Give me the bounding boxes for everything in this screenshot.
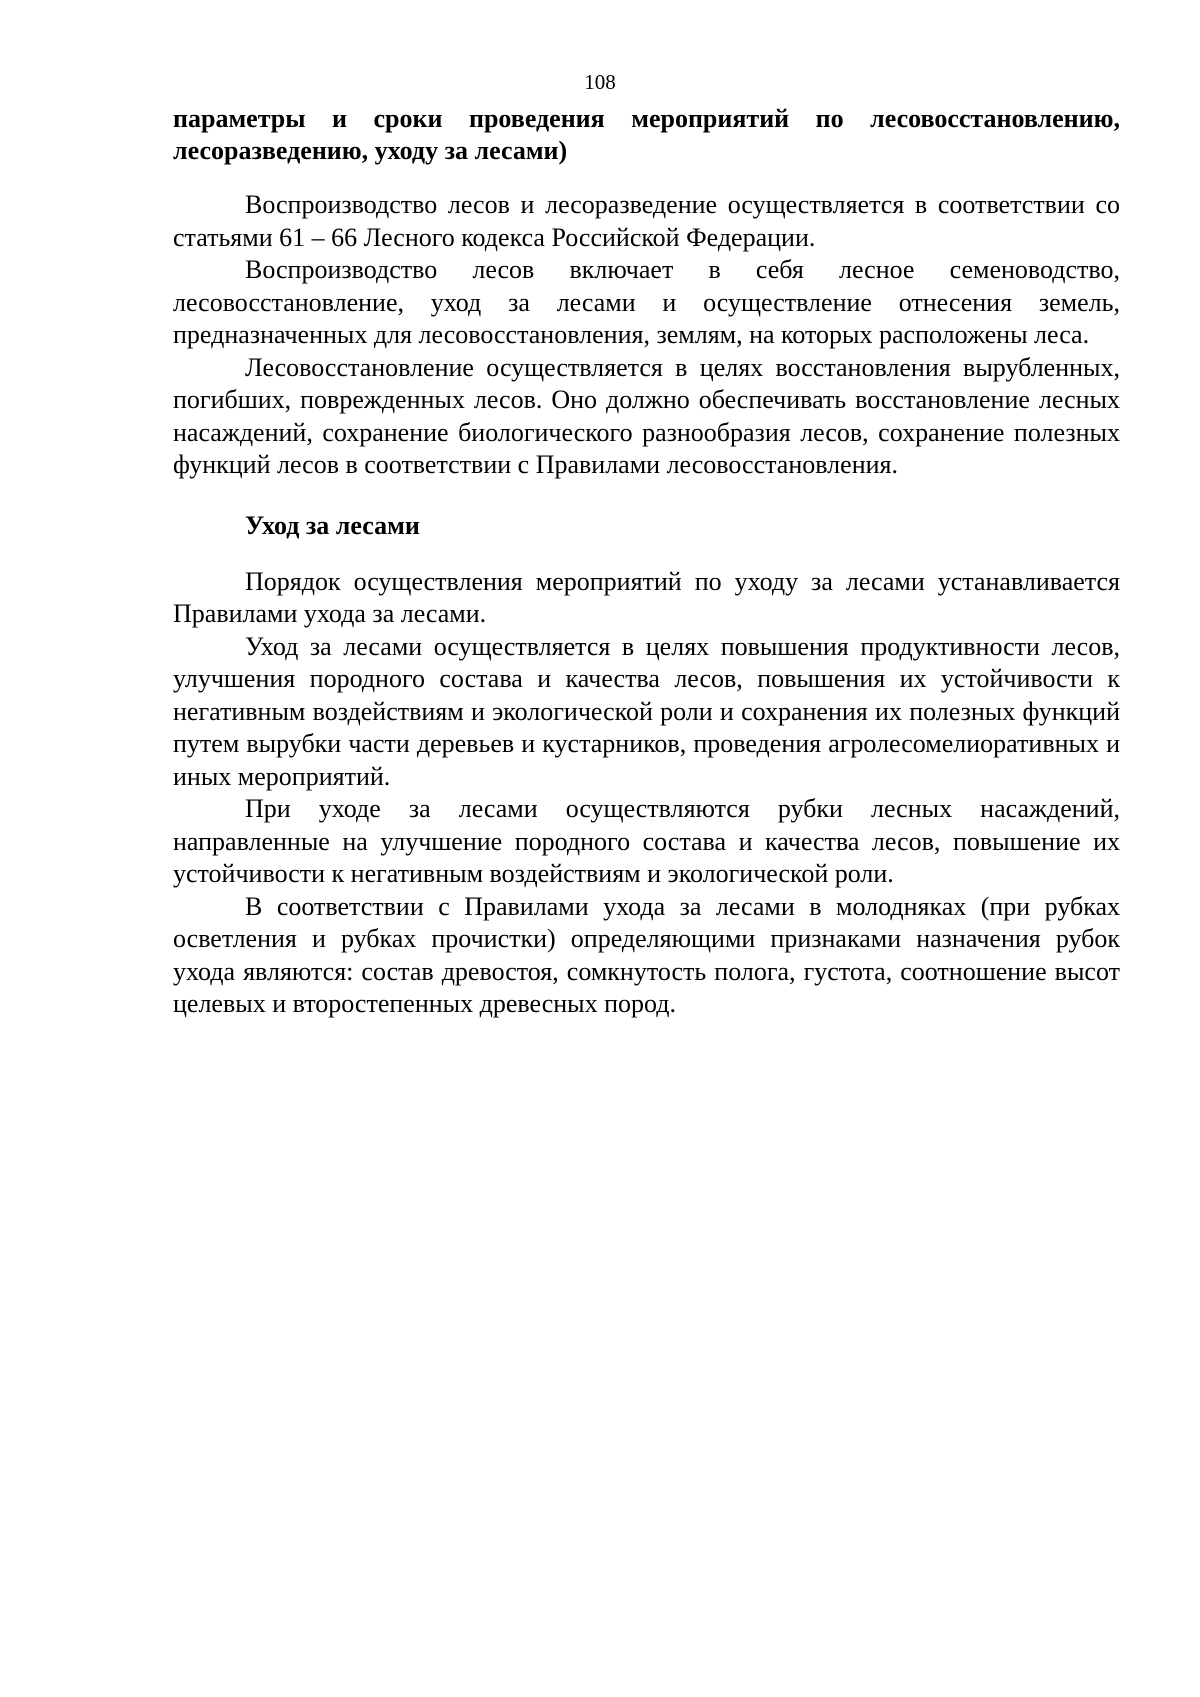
paragraph: Порядок осуществления мероприятий по уходу за лесами устанавливается Правилами ухода за лесами. <box>173 566 1120 628</box>
section-forest-care <box>173 566 1120 1021</box>
page-content <box>173 103 1120 1021</box>
heading-continuation: параметры и сроки проведения мероприятий по лесовосстановлению, лесоразведению, уходу за лесами) <box>173 104 1120 165</box>
section-heading-forest-care: Уход за лесами <box>245 510 420 540</box>
page-number: 108 <box>584 70 616 94</box>
paragraph: Воспроизводство лесов и лесоразведение осуществляется в соответствии со статьями 61 – 66 Лесного кодекса Российской Федерации. <box>173 190 1120 252</box>
paragraph: Воспроизводство лесов включает в себя лесное семеноводство, лесовосстановление, уход за лесами и осуществление отнесения земель, предназначенных для лесовосстановления, землям, на которых расположены леса. <box>173 255 1120 349</box>
paragraph: Лесовосстановление осуществляется в целях восстановления вырубленных, погибших, поврежденных лесов. Оно должно обеспечивать восстановление лесных насаждений, сохранение биологического разнообразия лесов, сохранение полезных функций лесов в соответствии с Правилами лесовосстановления. <box>173 352 1120 479</box>
section-reproduction <box>173 189 1120 482</box>
paragraph: Уход за лесами осуществляется в целях повышения продуктивности лесов, улучшения породного состава и качества лесов, повышения их устойчивости к негативным воздействиям и экологической роли и сохранения их полезных функций путем вырубки части деревьев и кустарников, проведения агролесомелиоративных и иных мероприятий. <box>173 631 1120 791</box>
paragraph: При уходе за лесами осуществляются рубки лесных насаждений, направленные на улучшение породного состава и качества лесов, повышение их устойчивости к негативным воздействиям и экологической роли. <box>173 794 1120 888</box>
paragraph: В соответствии с Правилами ухода за лесами в молодняках (при рубках осветления и рубках прочистки) определяющими признаками назначения рубок ухода являются: состав древостоя, сомкнутость полога, густота, соотношение высот целевых и второстепенных древесных пород. <box>173 891 1120 1018</box>
